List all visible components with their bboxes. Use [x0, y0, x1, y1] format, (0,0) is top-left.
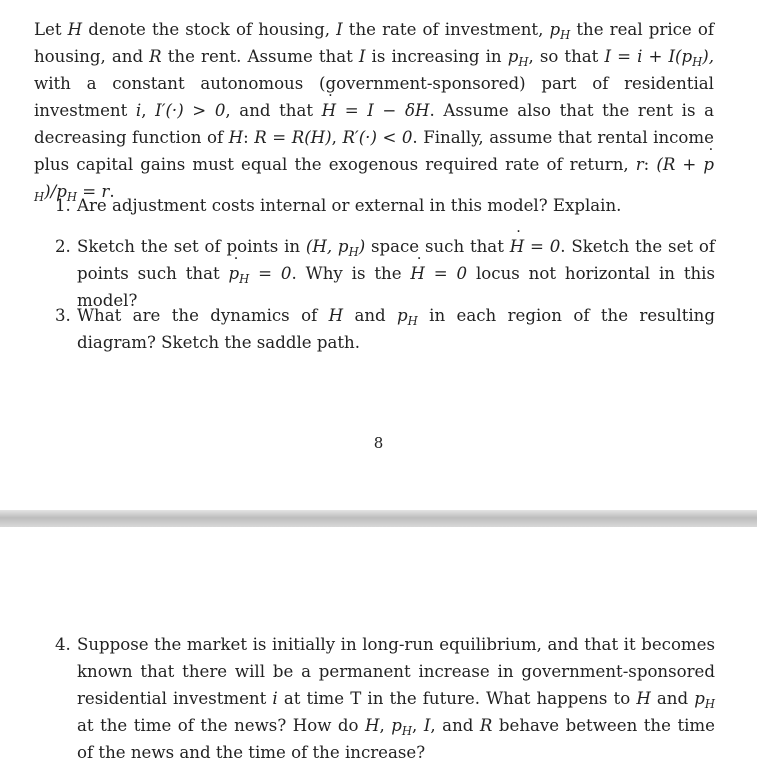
question-4: 4. Suppose the market is initially in long-run equilibrium, and that it becomes known that there will be a permanent increase in government-sponsored residential investment i at time T in the future. What happens to H and $p_H$ at the time of the news? How do H, $p_H$, I, and R behave between the time of the news and the time of the increase?	[55, 635, 715, 762]
page-separator	[0, 510, 757, 527]
question-1: 1. Are adjustment costs internal or external in this model? Explain.	[55, 196, 622, 215]
question-3: 3. What are the dynamics of H and $p_H$ in each region of the resulting diagram? Sketch the saddle path.	[55, 306, 715, 352]
question-2: 2. Sketch the set of points in (H, $p_H$) space such that H ˙ = 0. Sketch the set of points such that p $˙_H = 0$. Why is the H ˙ = 0 locus not horizontal in this model?	[55, 233, 715, 314]
intro-paragraph: Let H denote the stock of housing, I the rate of investment, $p_H$ the real price of housing, and R the rent. Assume that I is increasing in $p_H$, so that $I = i + I(p_H)$, with a constant autonomous (government-sponsored) part of residential investment i, I′(·) > 0, and that H ˙ = I − δH. Assume also that the rent is a decreasing function of H: R = R(H), R′(·) < 0. Finally, assume that rental income plus capital gains must equal the exogenous required rate of return, r: (R + p $˙_H)/p_H = r$.	[34, 16, 714, 205]
page-number: 8	[373, 434, 384, 452]
page-bottom	[0, 527, 757, 783]
